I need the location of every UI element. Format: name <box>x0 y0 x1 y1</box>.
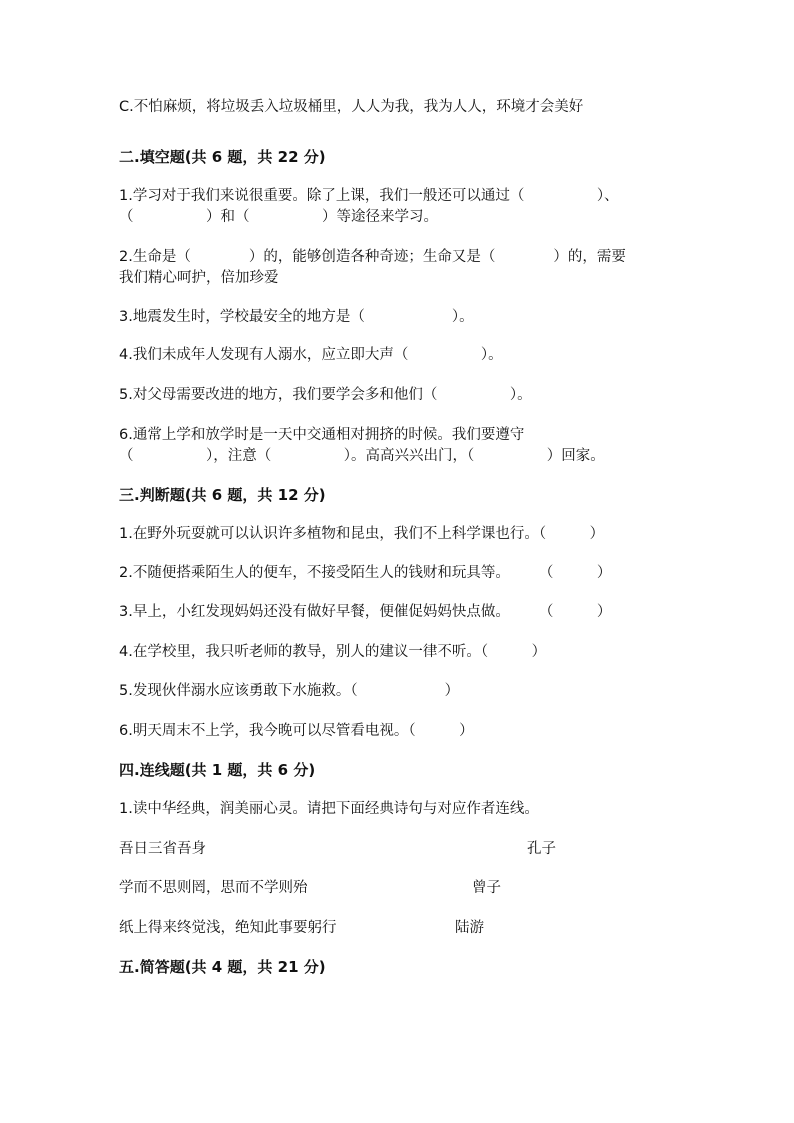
match-quote-3: 纸上得来终觉浅，绝知此事要躬行 <box>119 920 337 936</box>
fill-q4: 4.我们未成年人发现有人溺水，应立即大声（ ）。 <box>119 347 503 363</box>
judge-q1: 1.在野外玩耍就可以认识许多植物和昆虫，我们不上科学课也行。（ ） <box>119 526 605 542</box>
match-quote-1: 吾日三省吾身 <box>119 841 206 857</box>
fill-q3: 3.地震发生时，学校最安全的地方是（ ）。 <box>119 309 474 325</box>
fill-q5: 5.对父母需要改进的地方，我们要学会多和他们（ ）。 <box>119 387 532 403</box>
match-author-1: 孔子 <box>527 841 556 857</box>
judge-q4: 4.在学校里，我只听老师的教导，别人的建议一律不听。（ ） <box>119 644 547 660</box>
fill-q2-line1: 2.生命是（ ）的，能够创造各种奇迹；生命又是（ ）的，需要 <box>119 249 626 265</box>
match-section-heading: 四.连线题(共 1 题，共 6 分) <box>119 761 316 779</box>
judge-section-heading: 三.判断题(共 6 题，共 12 分) <box>119 486 326 504</box>
match-author-3: 陆游 <box>455 920 484 936</box>
match-quote-2: 学而不思则罔，思而不学则殆 <box>119 880 308 896</box>
option-c: C.不怕麻烦，将垃圾丢入垃圾桶里，人人为我，我为人人，环境才会美好 <box>119 99 584 115</box>
fill-q6-line1: 6.通常上学和放学时是一天中交通相对拥挤的时候。我们要遵守 <box>119 427 525 443</box>
judge-q6: 6.明天周末不上学，我今晚可以尽管看电视。（ ） <box>119 723 474 739</box>
judge-q5: 5.发现伙伴溺水应该勇敢下水施救。（ ） <box>119 683 460 699</box>
fill-q2-line2: 我们精心呵护，倍加珍爱 <box>119 270 279 286</box>
match-author-2: 曾子 <box>472 880 501 896</box>
judge-q2: 2.不随便搭乘陌生人的便车，不接受陌生人的钱财和玩具等。 （ ） <box>119 565 612 581</box>
fill-q1-line1: 1.学习对于我们来说很重要。除了上课，我们一般还可以通过（ ）、 <box>119 188 619 204</box>
short-answer-section-heading: 五.简答题(共 4 题，共 21 分) <box>119 958 326 976</box>
judge-q3: 3.早上，小红发现妈妈还没有做好早餐，便催促妈妈快点做。 （ ） <box>119 604 612 620</box>
match-question: 1.读中华经典，润美丽心灵。请把下面经典诗句与对应作者连线。 <box>119 801 539 817</box>
fill-q1-line2: （ ）和（ ）等途径来学习。 <box>119 209 438 225</box>
fill-q6-line2: （ ），注意（ ）。高高兴兴出门，（ ）回家。 <box>119 448 605 464</box>
fill-section-heading: 二.填空题(共 6 题，共 22 分) <box>119 148 326 166</box>
